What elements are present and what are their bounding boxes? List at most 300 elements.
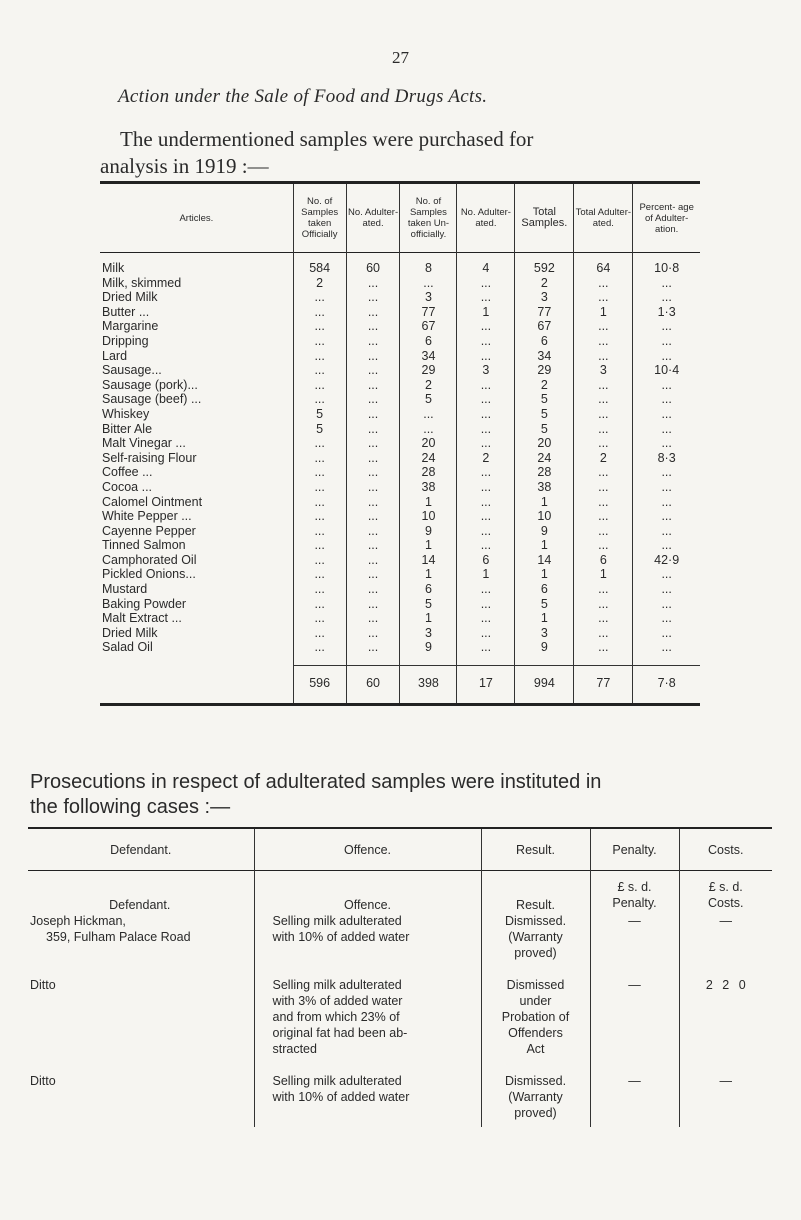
total-unoff: 398 [400, 666, 457, 705]
prosecutions-subheader-row [28, 871, 772, 914]
cell-unoff-adult: ... [457, 538, 515, 553]
cell-off-adult: ... [346, 611, 400, 626]
cell-unoff: 9 [400, 524, 457, 539]
samples-row [100, 305, 700, 320]
samples-row [100, 422, 700, 437]
cell-off-adult: 60 [346, 253, 400, 276]
cell-off: ... [293, 290, 346, 305]
cell-total: 10 [515, 509, 574, 524]
col-header-costs: Costs. [679, 828, 772, 871]
penalty-cell: — [590, 961, 679, 1057]
result-line: Dismissed [506, 978, 565, 992]
cell-unoff-adult: ... [457, 611, 515, 626]
cell-total-adult: ... [574, 640, 633, 659]
result-cell [481, 913, 590, 961]
cell-total: 6 [515, 582, 574, 597]
cell-off: 584 [293, 253, 346, 276]
offence-line: with 10% of added water [272, 1090, 410, 1104]
subheader-result: Result. [481, 871, 590, 914]
cell-unoff-adult: ... [457, 392, 515, 407]
cell-total: 1 [515, 567, 574, 582]
cell-unoff: 2 [400, 378, 457, 393]
cell-pct: ... [633, 407, 700, 422]
cell-off-adult: ... [346, 626, 400, 641]
cell-total: 5 [515, 392, 574, 407]
samples-row [100, 451, 700, 466]
cell-off-adult: ... [346, 582, 400, 597]
article-name: Malt Vinegar ... [102, 436, 186, 451]
cell-unoff-adult: ... [457, 524, 515, 539]
samples-row [100, 553, 700, 568]
cell-unoff: 14 [400, 553, 457, 568]
cell-unoff: ... [400, 422, 457, 437]
cell-unoff: 10 [400, 509, 457, 524]
cell-unoff: 24 [400, 451, 457, 466]
article-name: Milk [102, 261, 125, 275]
article-name: Sausage (beef) ... [102, 392, 202, 407]
offence-line: with 3% of added water [272, 994, 403, 1008]
cell-unoff: 8 [400, 253, 457, 276]
result-line: Probation of [501, 1010, 570, 1024]
cell-pct: ... [633, 392, 700, 407]
samples-row [100, 611, 700, 626]
cell-off-adult: ... [346, 480, 400, 495]
result-cell [481, 1057, 590, 1127]
cell-off: ... [293, 305, 346, 320]
cell-unoff: 9 [400, 640, 457, 659]
cell-pct: 8·3 [633, 451, 700, 466]
samples-row [100, 392, 700, 407]
cell-off: ... [293, 451, 346, 466]
samples-row [100, 276, 700, 291]
prosecutions-header-row [28, 828, 772, 871]
cell-total: 1 [515, 611, 574, 626]
cell-off-adult: ... [346, 319, 400, 334]
cell-off-adult: ... [346, 640, 400, 659]
cell-unoff-adult: 4 [457, 253, 515, 276]
cell-pct: ... [633, 509, 700, 524]
cell-total: 14 [515, 553, 574, 568]
result-line: Dismissed. [504, 914, 567, 928]
cell-unoff-adult: ... [457, 480, 515, 495]
samples-row [100, 626, 700, 641]
cell-off: ... [293, 640, 346, 659]
total-pct: 7·8 [633, 666, 700, 705]
costs-cell: — [679, 1057, 772, 1127]
cell-unoff: 20 [400, 436, 457, 451]
cell-total-adult: ... [574, 582, 633, 597]
prosecutions-line-2: the following cases :— [30, 796, 231, 818]
offence-cell [254, 913, 481, 961]
cell-total-adult: 1 [574, 567, 633, 582]
penalty-cell: — [590, 1057, 679, 1127]
cell-total-adult: ... [574, 524, 633, 539]
cell-unoff-adult: ... [457, 422, 515, 437]
cell-total: 1 [515, 495, 574, 510]
article-name: Whiskey [102, 406, 150, 421]
cell-total-adult: ... [574, 319, 633, 334]
article-name: Butter ... [102, 304, 150, 319]
cell-off: ... [293, 334, 346, 349]
costs-label: Costs. [708, 896, 744, 910]
cell-off-adult: ... [346, 451, 400, 466]
cell-off: ... [293, 538, 346, 553]
cell-off: ... [293, 567, 346, 582]
page-heading: Action under the Sale of Food and Drugs Acts. [118, 86, 488, 107]
cell-off-adult: ... [346, 349, 400, 364]
cell-unoff: 28 [400, 465, 457, 480]
cell-total: 77 [515, 305, 574, 320]
cell-total-adult: ... [574, 392, 633, 407]
cell-total-adult: ... [574, 349, 633, 364]
offence-line: Selling milk adulterated [272, 914, 402, 928]
cell-unoff: 67 [400, 319, 457, 334]
cell-pct: ... [633, 422, 700, 437]
cell-off: ... [293, 363, 346, 378]
cell-unoff: 6 [400, 582, 457, 597]
cell-pct: ... [633, 480, 700, 495]
cell-total: 6 [515, 334, 574, 349]
cell-unoff: 3 [400, 290, 457, 305]
cell-off-adult: ... [346, 553, 400, 568]
cell-total: 9 [515, 640, 574, 659]
cell-unoff-adult: ... [457, 276, 515, 291]
article-name: Sausage... [102, 363, 162, 378]
offence-cell [254, 961, 481, 1057]
samples-row [100, 582, 700, 597]
samples-row [100, 465, 700, 480]
offence-line: with 10% of added water [272, 930, 410, 944]
cell-pct: ... [633, 495, 700, 510]
defendant-cell [28, 913, 254, 961]
prosecution-row [28, 1057, 772, 1127]
penalty-units: £ s. d. [617, 880, 652, 894]
cell-unoff-adult: ... [457, 640, 515, 659]
samples-row [100, 319, 700, 334]
cell-pct: ... [633, 290, 700, 305]
totals-label [100, 666, 293, 705]
cell-unoff-adult: 2 [457, 451, 515, 466]
cell-pct: ... [633, 276, 700, 291]
cell-total: 38 [515, 480, 574, 495]
cell-pct: ... [633, 611, 700, 626]
cell-off-adult: ... [346, 465, 400, 480]
cell-unoff: ... [400, 407, 457, 422]
cell-total: 5 [515, 597, 574, 612]
article-name: Margarine [102, 319, 159, 334]
samples-row [100, 509, 700, 524]
offence-line: original fat had been ab- [272, 1026, 408, 1040]
article-name: Bitter Ale [102, 421, 153, 436]
cell-pct: 10·4 [633, 363, 700, 378]
cell-total-adult: ... [574, 611, 633, 626]
cell-total: 9 [515, 524, 574, 539]
cell-pct: ... [633, 334, 700, 349]
cell-unoff-adult: ... [457, 334, 515, 349]
article-name: Lard [102, 348, 128, 363]
cell-off: ... [293, 553, 346, 568]
cell-unoff-adult: 1 [457, 567, 515, 582]
cell-off-adult: ... [346, 290, 400, 305]
samples-row [100, 363, 700, 378]
result-line: Act [526, 1042, 545, 1056]
cell-off-adult: ... [346, 538, 400, 553]
result-cell [481, 961, 590, 1057]
cell-unoff-adult: ... [457, 290, 515, 305]
cell-off-adult: ... [346, 305, 400, 320]
cell-unoff-adult: 1 [457, 305, 515, 320]
result-line: Offenders [508, 1026, 563, 1040]
samples-row [100, 407, 700, 422]
total-unoff-adult: 17 [457, 666, 515, 705]
cell-pct: 1·3 [633, 305, 700, 320]
cell-unoff-adult: ... [457, 407, 515, 422]
cell-unoff-adult: ... [457, 509, 515, 524]
cell-total: 2 [515, 276, 574, 291]
col-header-offence: Offence. [254, 828, 481, 871]
cell-off: ... [293, 319, 346, 334]
cell-total: 5 [515, 422, 574, 437]
cell-unoff-adult: ... [457, 626, 515, 641]
cell-total-adult: 1 [574, 305, 633, 320]
costs-cell: — [679, 913, 772, 961]
cell-off: ... [293, 611, 346, 626]
offence-line: Selling milk adulterated [272, 1074, 402, 1088]
offence-cell [254, 1057, 481, 1127]
cell-off: ... [293, 465, 346, 480]
article-name: Coffee ... [102, 465, 153, 480]
cell-off-adult: ... [346, 334, 400, 349]
cell-pct: ... [633, 582, 700, 597]
cell-unoff: 6 [400, 334, 457, 349]
cell-total-adult: ... [574, 407, 633, 422]
cell-unoff: 5 [400, 597, 457, 612]
cell-off: ... [293, 495, 346, 510]
cell-off: ... [293, 436, 346, 451]
samples-row [100, 495, 700, 510]
total-total-adult: 77 [574, 666, 633, 705]
cell-unoff: 1 [400, 567, 457, 582]
offence-line: stracted [272, 1042, 317, 1056]
article-name: Sausage (pork)... [102, 377, 198, 392]
cell-total: 3 [515, 626, 574, 641]
result-line: (Warranty [508, 930, 563, 944]
total-off-adult: 60 [346, 666, 400, 705]
cell-off: ... [293, 626, 346, 641]
col-header-total-adulterated: Total Adulter- ated. [574, 183, 633, 253]
article-name: Dripping [102, 333, 149, 348]
cell-unoff-adult: ... [457, 597, 515, 612]
defendant-address: 359, Fulham Palace Road [46, 930, 191, 944]
cell-unoff: 1 [400, 538, 457, 553]
cell-unoff-adult: ... [457, 378, 515, 393]
col-header-result: Result. [481, 828, 590, 871]
article-name: Calomel Ointment [102, 494, 203, 509]
cell-off: ... [293, 378, 346, 393]
cell-total: 1 [515, 538, 574, 553]
cell-off: ... [293, 597, 346, 612]
samples-row [100, 290, 700, 305]
cell-off: ... [293, 582, 346, 597]
cell-total-adult: ... [574, 597, 633, 612]
defendant-name: Ditto [30, 1074, 56, 1088]
cell-pct: ... [633, 319, 700, 334]
cell-total-adult: 3 [574, 363, 633, 378]
col-header-penalty: Penalty. [590, 828, 679, 871]
subheader-penalty [590, 871, 679, 914]
cell-off-adult: ... [346, 407, 400, 422]
cell-off-adult: ... [346, 276, 400, 291]
article-name: Dried Milk [102, 290, 158, 305]
total-total: 994 [515, 666, 574, 705]
prosecutions-table [28, 827, 772, 1127]
cell-pct: ... [633, 524, 700, 539]
cell-off: ... [293, 480, 346, 495]
cell-unoff-adult: 6 [457, 553, 515, 568]
article-name: Malt Extract ... [102, 611, 182, 626]
article-name: Camphorated Oil [102, 552, 197, 567]
cell-off: 5 [293, 407, 346, 422]
article-name: Pickled Onions... [102, 567, 196, 582]
cell-unoff: 34 [400, 349, 457, 364]
article-name: Cayenne Pepper [102, 523, 196, 538]
costs-cell: 2 2 0 [679, 961, 772, 1057]
col-header-articles: Articles. [179, 212, 214, 224]
col-header-defendant: Defendant. [110, 842, 172, 857]
article-name: Salad Oil [102, 640, 153, 655]
prosecution-row [28, 913, 772, 961]
col-header-unofficial: No. of Samples taken Un- officially. [400, 183, 457, 253]
cell-off-adult: ... [346, 422, 400, 437]
cell-unoff-adult: ... [457, 582, 515, 597]
penalty-label: Penalty. [612, 896, 657, 910]
penalty-cell: — [590, 913, 679, 961]
cell-off-adult: ... [346, 436, 400, 451]
cell-off-adult: ... [346, 524, 400, 539]
article-name: Self-raising Flour [102, 450, 197, 465]
article-name: Dried Milk [102, 625, 158, 640]
subheader-defendant: Defendant. [109, 898, 171, 912]
cell-unoff: 1 [400, 495, 457, 510]
cell-pct: ... [633, 538, 700, 553]
cell-unoff-adult: ... [457, 436, 515, 451]
defendant-name: Joseph Hickman, [30, 914, 126, 928]
col-header-unofficial-adulterated: No. Adulter- ated. [457, 183, 515, 253]
intro-line-1: The undermentioned samples were purchased for [120, 127, 534, 151]
article-name: Tinned Salmon [102, 538, 186, 553]
col-header-official-adulterated: No. Adulter- ated. [346, 183, 400, 253]
samples-row [100, 349, 700, 364]
cell-unoff-adult: 3 [457, 363, 515, 378]
cell-total-adult: ... [574, 495, 633, 510]
cell-total-adult: ... [574, 509, 633, 524]
result-line: under [519, 994, 552, 1008]
cell-unoff: 1 [400, 611, 457, 626]
cell-total: 20 [515, 436, 574, 451]
article-name: White Pepper ... [102, 509, 192, 524]
col-header-total: Total Samples. [515, 183, 574, 253]
cell-total-adult: ... [574, 480, 633, 495]
article-name: Mustard [102, 582, 148, 597]
cell-total: 592 [515, 253, 574, 276]
subheader-offence: Offence. [254, 871, 481, 914]
cell-unoff: 29 [400, 363, 457, 378]
cell-total-adult: ... [574, 334, 633, 349]
cell-total-adult: ... [574, 538, 633, 553]
cell-total-adult: ... [574, 276, 633, 291]
cell-pct: ... [633, 626, 700, 641]
samples-row [100, 334, 700, 349]
subheader-costs [679, 871, 772, 914]
prosecutions-line-1: Prosecutions in respect of adulterated samples were instituted in [30, 771, 602, 793]
cell-total-adult: ... [574, 465, 633, 480]
totals-row [100, 666, 700, 705]
page-number: 27 [392, 48, 409, 67]
cell-total: 5 [515, 407, 574, 422]
cell-pct: 10·8 [633, 253, 700, 276]
result-line: Dismissed. [504, 1074, 567, 1088]
cell-unoff: ... [400, 276, 457, 291]
cell-total: 34 [515, 349, 574, 364]
defendant-cell [28, 1057, 254, 1127]
col-header-official: No. of Samples taken Officially [293, 183, 346, 253]
samples-row [100, 253, 700, 276]
cell-pct: ... [633, 436, 700, 451]
cell-unoff-adult: ... [457, 465, 515, 480]
cell-unoff-adult: ... [457, 495, 515, 510]
cell-total-adult: 6 [574, 553, 633, 568]
result-line: proved) [514, 1106, 557, 1120]
offence-line: Selling milk adulterated [272, 978, 402, 992]
cell-off-adult: ... [346, 392, 400, 407]
cell-total: 67 [515, 319, 574, 334]
cell-off: ... [293, 349, 346, 364]
cell-pct: ... [633, 465, 700, 480]
cell-total-adult: ... [574, 436, 633, 451]
cell-pct: ... [633, 567, 700, 582]
cell-off: ... [293, 392, 346, 407]
cell-unoff: 5 [400, 392, 457, 407]
cell-off-adult: ... [346, 567, 400, 582]
cell-total: 2 [515, 378, 574, 393]
cell-unoff-adult: ... [457, 349, 515, 364]
cell-off: ... [293, 524, 346, 539]
samples-row [100, 538, 700, 553]
cell-pct: ... [633, 349, 700, 364]
cell-off: 2 [293, 276, 346, 291]
cell-total: 24 [515, 451, 574, 466]
prosecution-row [28, 961, 772, 1057]
cell-total: 28 [515, 465, 574, 480]
cell-pct: ... [633, 378, 700, 393]
result-line: proved) [514, 946, 557, 960]
cell-total-adult: 2 [574, 451, 633, 466]
cell-pct: ... [633, 640, 700, 659]
samples-row [100, 640, 700, 659]
cell-total-adult: ... [574, 422, 633, 437]
cell-off: ... [293, 509, 346, 524]
samples-header-row [100, 183, 700, 253]
article-name: Milk, skimmed [102, 275, 182, 290]
samples-row [100, 524, 700, 539]
costs-units: £ s. d. [708, 880, 743, 894]
cell-total-adult: ... [574, 290, 633, 305]
intro-line-2: analysis in 1919 :— [100, 154, 269, 178]
defendant-cell [28, 961, 254, 1057]
samples-row [100, 378, 700, 393]
cell-unoff: 3 [400, 626, 457, 641]
cell-total: 29 [515, 363, 574, 378]
